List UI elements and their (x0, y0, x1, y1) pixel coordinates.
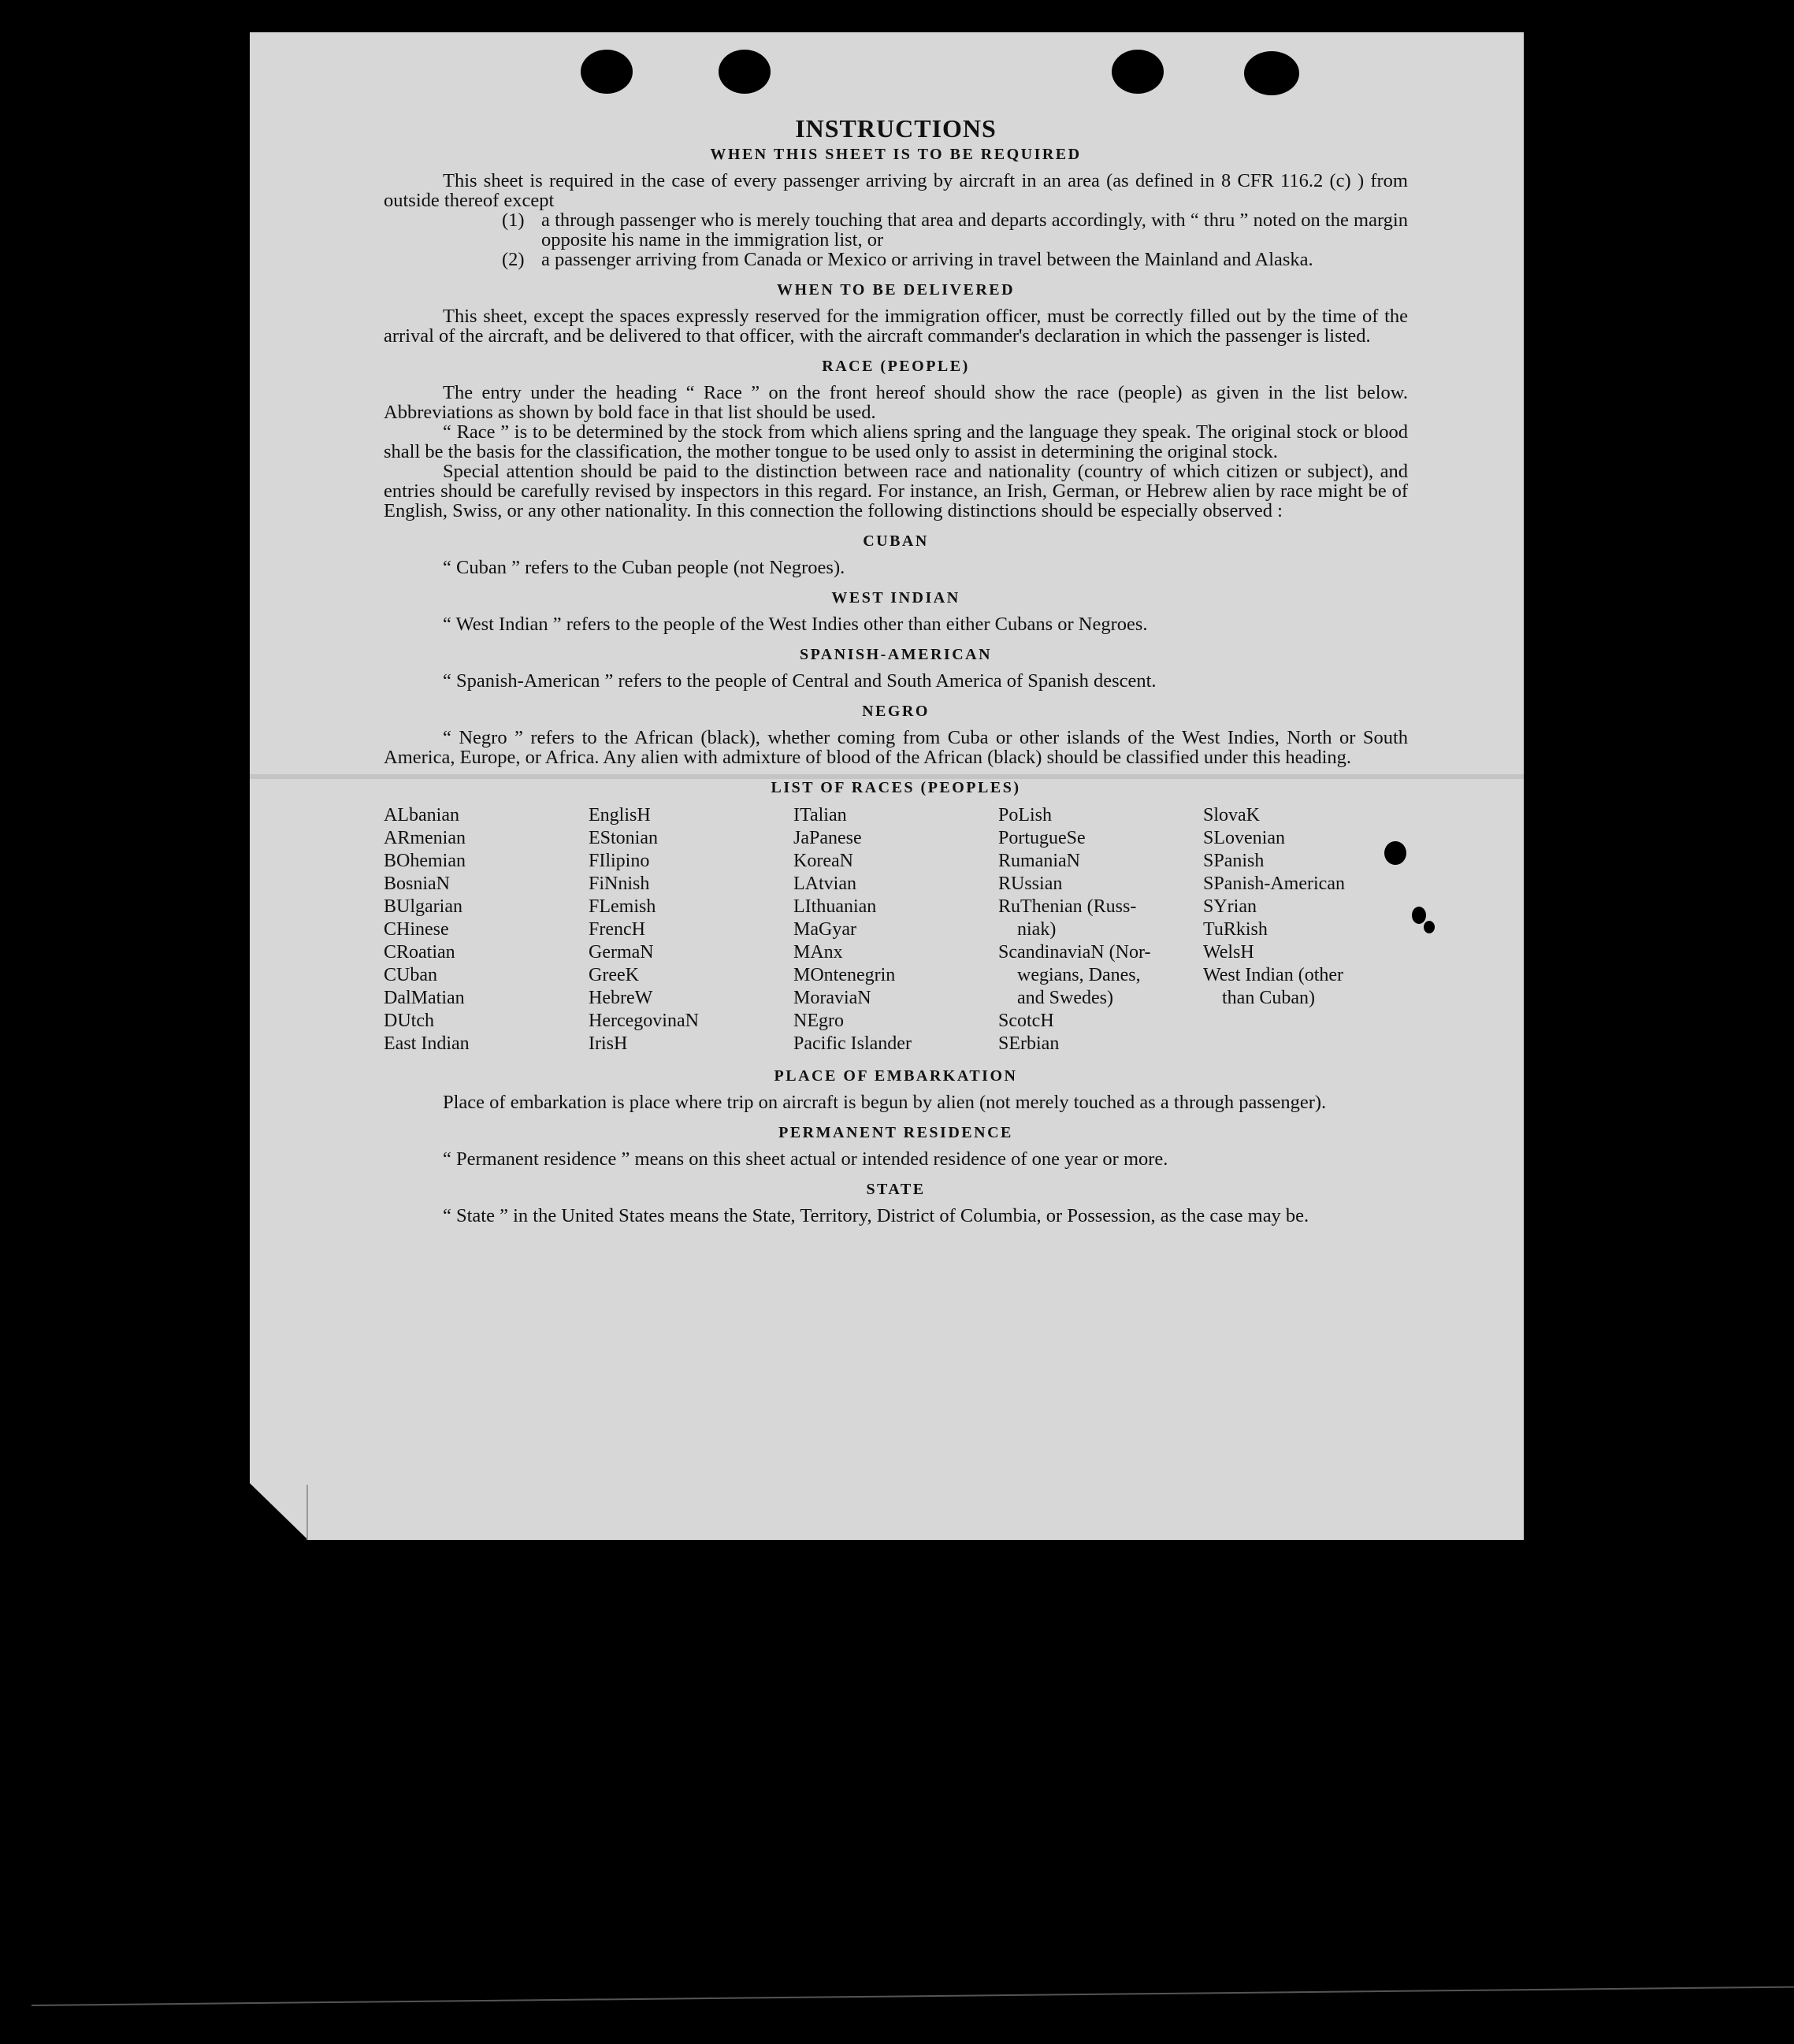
section-heading: PLACE OF EMBARKATION (774, 1067, 1018, 1085)
punch-hole (581, 50, 633, 94)
ink-blot (1412, 907, 1426, 924)
race-entry: CRoatian (384, 942, 455, 963)
ink-blot (1424, 921, 1435, 933)
section-heading: WEST INDIAN (831, 589, 960, 607)
race-entry: FiNnish (589, 874, 650, 894)
section-heading: STATE (866, 1181, 926, 1198)
race-entry: East Indian (384, 1033, 470, 1054)
paragraph: “ Cuban ” refers to the Cuban people (not Negroes). (443, 557, 845, 578)
scan-edge-line (32, 1987, 1794, 2006)
section-heading: WHEN TO BE DELIVERED (776, 281, 1016, 299)
race-entry: HercegovinaN (589, 1011, 699, 1031)
race-entry: EStonian (589, 828, 658, 848)
race-entry: IrisH (589, 1033, 628, 1054)
race-entry: SlovaK (1203, 805, 1260, 825)
race-list (384, 804, 1408, 1055)
race-entry: DUtch (384, 1011, 434, 1031)
race-entry: BUlgarian (384, 896, 462, 917)
race-entry: HebreW (589, 988, 653, 1008)
section-heading: NEGRO (862, 703, 930, 720)
paragraph: The entry under the heading “ Race ” on the front hereof should show the race (people) as given in the list below. Abbreviations as shown by bold face in that list should be used. (384, 382, 1408, 423)
document-sheet (250, 32, 1524, 1540)
race-entry: LAtvian (793, 874, 856, 894)
race-entry: MaGyar (793, 919, 856, 940)
punch-hole (1244, 51, 1299, 95)
page-title: INSTRUCTIONS (795, 114, 997, 143)
race-entry: MOntenegrin (793, 965, 896, 985)
race-entry: GreeK (589, 965, 639, 985)
race-entry: CUban (384, 965, 437, 985)
race-entry: NEgro (793, 1011, 844, 1031)
corner-crease (306, 1485, 308, 1540)
race-entry: PoLish (998, 805, 1053, 825)
section-heading: PERMANENT RESIDENCE (778, 1124, 1013, 1141)
race-column (589, 804, 793, 1055)
paragraph: “ Spanish-American ” refers to the people of Central and South America of Spanish descent. (443, 670, 1157, 692)
race-entry: wegians, Danes, (1017, 965, 1141, 985)
paragraph: “ West Indian ” refers to the people of the West Indies other than either Cubans or Negroes. (443, 614, 1148, 635)
item-text: a through passenger who is merely touching that area and departs accordingly, with “ thru ” noted on the margin opposite his name in the immigration list, or (541, 210, 1408, 250)
race-entry: FIlipino (589, 851, 650, 871)
race-entry: PortugueSe (998, 828, 1086, 848)
item-text: a passenger arriving from Canada or Mexico or arriving in travel between the Mainland and Alaska. (541, 249, 1313, 270)
race-entry: BosniaN (384, 874, 450, 894)
race-entry: RuThenian (Russ- (998, 896, 1137, 917)
race-entry: GermaN (589, 942, 654, 963)
item-number: (1) (502, 210, 525, 231)
race-entry: SPanish-American (1203, 874, 1345, 894)
paragraph: “ Permanent residence ” means on this sheet actual or intended residence of one year or more. (443, 1148, 1168, 1170)
race-entry: Pacific Islander (793, 1033, 912, 1054)
race-entry: KoreaN (793, 851, 853, 871)
paragraph: “ Race ” is to be determined by the stock from which aliens spring and the language they speak. The original stock or blood shall be the basis for the classification, the mother tongue to be used only to assist in determining the original stock. (384, 421, 1408, 462)
race-entry: DalMatian (384, 988, 465, 1008)
race-entry: SErbian (998, 1033, 1060, 1054)
race-entry: ARmenian (384, 828, 466, 848)
race-column (384, 804, 589, 1055)
instructions-body (384, 114, 1408, 1226)
paragraph: Place of embarkation is place where trip on aircraft is begun by alien (not merely touched as a through passenger). (443, 1092, 1327, 1113)
race-entry: FrencH (589, 919, 645, 940)
race-entry: JaPanese (793, 828, 862, 848)
paragraph: “ State ” in the United States means the State, Territory, District of Columbia, or Possession, as the case may be. (443, 1205, 1309, 1226)
race-entry: TuRkish (1203, 919, 1268, 940)
paragraph: This sheet, except the spaces expressly reserved for the immigration officer, must be correctly filled out by the time of the arrival of the aircraft, and be delivered to that officer, with the aircraft commander's declaration in which the passenger is listed. (384, 306, 1408, 347)
punch-hole (719, 50, 771, 94)
race-entry: ScandinaviaN (Nor- (998, 942, 1151, 963)
race-column (793, 804, 998, 1055)
section-heading: RACE (PEOPLE) (822, 358, 970, 375)
race-entry: MoraviaN (793, 988, 871, 1008)
race-entry: SLovenian (1203, 828, 1285, 848)
race-entry: WelsH (1203, 942, 1254, 963)
race-entry: and Swedes) (1017, 988, 1113, 1008)
race-entry: than Cuban) (1222, 988, 1315, 1008)
race-entry: RumaniaN (998, 851, 1080, 871)
folded-corner (250, 1483, 308, 1540)
race-column (1203, 804, 1408, 1055)
race-entry: LIthuanian (793, 896, 877, 917)
section-heading: WHEN THIS SHEET IS TO BE REQUIRED (710, 146, 1082, 163)
race-entry: ITalian (793, 805, 847, 825)
race-entry: West Indian (other (1203, 965, 1344, 985)
race-entry: RUssian (998, 874, 1063, 894)
race-entry: ALbanian (384, 805, 459, 825)
punch-hole (1112, 50, 1164, 94)
race-entry: MAnx (793, 942, 843, 963)
paragraph: This sheet is required in the case of every passenger arriving by aircraft in an area (as defined in 8 CFR 116.2 (c) ) from outside thereof except (384, 170, 1408, 211)
race-entry: BOhemian (384, 851, 466, 871)
item-number: (2) (502, 249, 525, 270)
list-item (502, 210, 1408, 250)
races-heading: LIST OF RACES (PEOPLES) (771, 779, 1021, 796)
race-entry: SYrian (1203, 896, 1257, 917)
race-column (998, 804, 1203, 1055)
paragraph: “ Negro ” refers to the African (black), whether coming from Cuba or other islands of the West Indies, North or South America, Europe, or Africa. Any alien with admixture of blood of the African (black) should be classified under this heading. (384, 727, 1408, 768)
race-entry: ScotcH (998, 1011, 1054, 1031)
race-entry: EnglisH (589, 805, 651, 825)
list-item (502, 250, 1408, 269)
race-entry: FLemish (589, 896, 656, 917)
race-entry: SPanish (1203, 851, 1265, 871)
paragraph: Special attention should be paid to the distinction between race and nationality (country of which citizen or subject), and entries should be carefully revised by inspectors in this regard. For instance, an Irish, German, or Hebrew alien by race might be of English, Swiss, or any other nationality. In this connection the following distinctions should be especially observed : (384, 461, 1408, 521)
race-entry: CHinese (384, 919, 449, 940)
race-entry: niak) (1017, 919, 1057, 940)
section-heading: SPANISH-AMERICAN (799, 646, 993, 663)
section-heading: CUBAN (863, 532, 929, 550)
